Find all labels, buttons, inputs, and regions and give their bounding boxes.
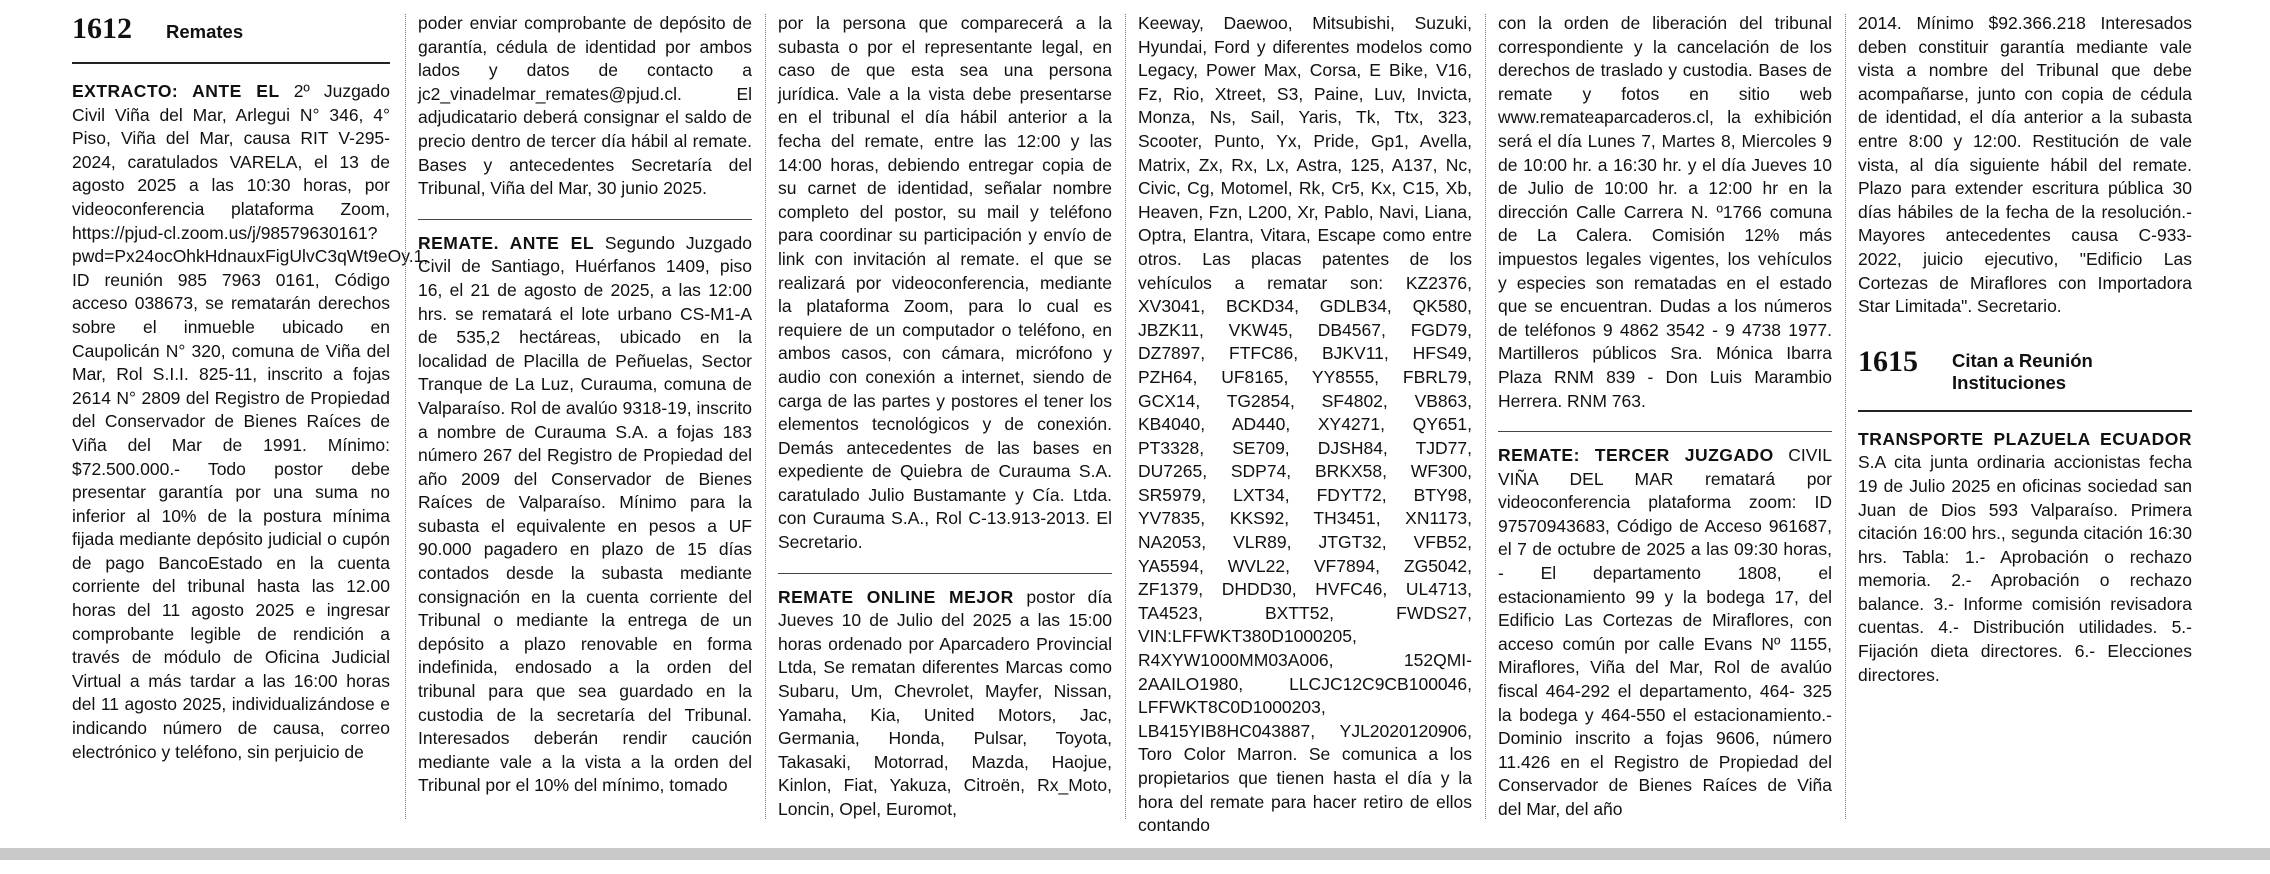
column-2 bbox=[418, 12, 752, 827]
notice-body: postor día Jueves 10 de Julio del 2025 a las 15:00 horas ordenado por Aparcadero Provincial Ltda, Se rematan diferentes Marcas como Subaru, Um, Chevrolet, Mayfer, Nissan, Yamaha, Kia, United Motors, Jac, Germania, Honda, Pulsar, Toyota, Takasaki, Motorrad, Mazda, Haojue, Kinlon, Fiat, Yakuza, Citroën, Rx_Moto, Loncin, Opel, Euromot, bbox=[778, 586, 1112, 819]
section-title-line-1: Citan a Reunión bbox=[1952, 349, 2093, 371]
notice-lead: REMATE ONLINE MEJOR bbox=[778, 586, 1014, 607]
column-divider bbox=[1845, 14, 1846, 819]
notice-extracto-continued: poder enviar comprobante de depósito de garantía, cédula de identidad por ambos lados y datos de contacto a jc2_vinadelmar_remates@pjud.cl. El adjudicatario deberá consignar el saldo de precio dentro de tercer día hábil al remate. Bases y antecedentes Secretaría del Tribunal, Viña del Mar, 30 junio 2025. bbox=[418, 13, 752, 199]
section-number: 1615 bbox=[1858, 344, 1918, 378]
column-divider bbox=[405, 14, 406, 819]
section-title bbox=[1952, 345, 2093, 394]
notice-divider bbox=[1498, 431, 1832, 432]
section-number: 1612 bbox=[72, 12, 132, 45]
notice-tercer-juzgado-continued: 2014. Mínimo $92.366.218 Interesados deben constituir garantía mediante vale vista a nombre del Tribunal que debe acompañarse, junto con copia de cédula de identidad, el día anterior a la subasta entre 8:00 y 12:00. Restitución de vale vista, al día siguiente hábil del remate. Plazo para extender escritura pública 30 días hábiles de la fecha de la resolución.- Mayores antecedentes causa C-933- 2022, juicio ejecutivo, "Edificio Las Cortezas de Miraflores con Importadora Star Limitada". Secretario. bbox=[1858, 13, 2192, 317]
notice-tercer-juzgado bbox=[1498, 444, 1832, 822]
column-1 bbox=[72, 12, 429, 827]
page-bottom-bar bbox=[0, 848, 2270, 860]
section-title: Remates bbox=[166, 21, 244, 42]
section-divider bbox=[72, 62, 390, 64]
notice-body: 2º Juzgado Civil Viña del Mar, Arlegui N° 346, 4° Piso, Viña del Mar, causa RIT V-295-2024, caratulados VARELA, el 13 de agosto 2025 a las 10:30 horas, por videoconferencia plataforma Zoom, https://pjud-cl.zoom.us/j/98579630161?pwd=Px24ocOhkHdnauxFigUlvC3qWt9eOy.1, ID reunión 985 7963 0161, Código acceso 038673, se rematarán derechos sobre el inmueble ubicado en Caupolicán N° 320, comuna de Viña del Mar, Rol S.I.I. 825-11, inscrito a fojas 2614 N° 2809 del Registro de Propiedad del Conservador de Bienes Raíces de Viña del Mar de 1991. Mínimo: $72.500.000.- Todo postor debe presentar garantía por una suma no inferior al 10% de la postura mínima fijada mediante depósito judicial o cupón de pago BancoEstado en la cuenta corriente del tribunal hasta las 12.00 horas del 11 agosto 2025 e ingresar comprobante legible de rendición a través de módulo de Oficina Judicial Virtual a más tardar a las 16:00 horas del 11 agosto 2025, individualizándose e indicando número de causa, correo electrónico y teléfono, sin perjuicio de bbox=[72, 81, 429, 762]
notice-remate-online bbox=[778, 586, 1112, 822]
notice-divider bbox=[778, 573, 1112, 574]
notice-transporte-plazuela bbox=[1858, 428, 2192, 688]
section-header-1615 bbox=[1858, 345, 2192, 402]
notice-remate-segundo-juzgado bbox=[418, 232, 752, 798]
column-6 bbox=[1858, 12, 2192, 827]
column-divider bbox=[765, 14, 766, 819]
notice-remate-online-end: con la orden de liberación del tribunal correspondiente y la cancelación de los derechos de traslado y custodia. Bases de remate y fotos en sitio web www.remateaparcaderos.cl, la exhibición será el día Lunes 7, Martes 8, Miercoles 9 de 10:00 hr. a 16:30 hr. y el día Jueves 10 de Julio de 10:00 hr. a 12:00 hr en la dirección Calle Carrera N. º1766 comuna de La Calera. Comisión 12% más impuestos legales vigentes, los vehículos y especies son rematadas en el estado que se encuentran. Dudas a los números de teléfonos 9 4862 3542 - 9 4738 1977. Martilleros públicos Sra. Mónica Ibarra Plaza RNM 839 - Don Luis Marambio Herrera. RNM 763. bbox=[1498, 13, 1832, 411]
notice-lead: TRANSPORTE PLAZUELA ECUADOR bbox=[1858, 428, 2192, 449]
notice-remate-online-continued: Keeway, Daewoo, Mitsubishi, Suzuki, Hyundai, Ford y diferentes modelos como Legacy, Power Max, Corsa, E Bike, V16, Fz, Rio, Xtreet, S3, Paine, Luv, Invicta, Monza, Ns, Sail, Yaris, Tk, Ttx, 323, Scooter, Punto, Yx, Pride, Gp1, Avella, Matrix, Zx, Rx, Lx, Astra, 125, A137, Nc, Civic, Cg, Motomel, Rk, Cr5, Kx, C15, Xb, Heaven, Fzn, L200, Xr, Pablo, Navi, Liana, Optra, Elantra, Vitara, Escape como entre otros. Las placas patentes de los vehículos a rematar son: KZ2376, XV3041, BCKD34, GDLB34, QK580, JBZK11, VKW45, DB4567, FGD79, DZ7897, FTFC86, BJKV11, HFS49, PZH64, UF8165, YY8555, FBRL79, GCX14, TG2854, SF4802, VB863, KB4040, AD440, XY4271, QY651, PT3328, SE709, DJSH84, TJD77, DU7265, SDP74, BRKX58, WF300, SR5979, LXT34, FDYT72, BTY98, YV7835, KKS92, TH3451, XN1173, NA2053, VLR89, JTGT32, VFB52, YA5594, WVL22, VF7894, ZG5042, ZF1379, DHDD30, HVFC46, UL4713, TA4523, BXTT52, FWDS27, VIN:LFFWKT380D1000205, R4XYW1000MM03A006, 152QMI-2AAILO1980, LLCJC12C9CB100046, LFFWKT8C0D1000203, LB415YIB8HC043887, YJL2020120906, Toro Color Marron. Se comunica a los propietarios que tienen hasta el día y la hora del remate para hacer retiro de ellos contando bbox=[1138, 13, 1472, 836]
notice-body: Segundo Juzgado Civil de Santiago, Huérfanos 1409, piso 16, el 21 de agosto de 2025, a las 12:00 hrs. se rematará el lote urbano CS-M1-A de 535,2 hectáreas, ubicado en la localidad de Placilla de Peñuelas, Sector Tranque de La Luz, Curauma, comuna de Valparaíso. Rol de avalúo 9318-19, inscrito a nombre de Curauma S.A. a fojas 183 número 267 del Registro de Propiedad del año 2009 del Conservador de Bienes Raíces de Valparaíso. Mínimo para la subasta el equivalente en pesos a UF 90.000 pagadero en plazo de 15 días contados desde la subasta mediante consignación en la cuenta corriente del Tribunal o mediante la entrega de un depósito a plazo renovable en forma indefinida, endosado a la orden del tribunal para que sea guardado en la custodia de la secretaría del Tribunal. Interesados deberán rendir caución mediante vale a la vista a la orden del Tribunal por el 10% del mínimo, tomado bbox=[418, 232, 752, 796]
section-divider bbox=[1858, 410, 2192, 412]
notice-lead: EXTRACTO: ANTE EL bbox=[72, 81, 280, 101]
notice-divider bbox=[418, 219, 752, 220]
column-3 bbox=[778, 12, 1112, 827]
notice-body: CIVIL VIÑA DEL MAR rematará por videoconferencia plataforma zoom: ID 97570943683, Código de Acceso 961687, el 7 de octubre de 2025 a las 09:30 horas, - El departamento 1808, el estacionamiento 99 y la bodega 17, del Edificio Las Cortezas de Miraflores, con acceso común por calle Evans Nº 1155, Miraflores, Viña del Mar, Rol de avalúo fiscal 464-292 el departamento, 464- 325 la bodega y 464-550 el estacionamiento.- Dominio inscrito a fojas 9606, número 11.426 en el Registro de Propiedad del Conservador de Bienes Raíces de Viña del Mar, del año bbox=[1498, 445, 1832, 819]
column-5 bbox=[1498, 12, 1832, 827]
notice-body: S.A cita junta ordinaria accionistas fecha 19 de Julio 2025 en oficinas sociedad san Juan de Dios 593 Valparaíso. Primera citación 16:00 hrs., segunda citación 16:30 hrs. Tabla: 1.- Aprobación o rechazo memoria. 2.- Aprobación o rechazo balance. 3.- Informe comisión revisadora cuentas. 4.- Distribución utilidades. 5.- Fijación dieta directores. 6.- Elecciones directores. bbox=[1858, 452, 2192, 685]
section-header-1612 bbox=[72, 12, 390, 54]
column-divider bbox=[1485, 14, 1486, 819]
notice-extracto bbox=[72, 80, 429, 764]
column-divider bbox=[1125, 14, 1126, 819]
column-4 bbox=[1138, 12, 1472, 836]
section-title-line-2: Instituciones bbox=[1952, 371, 2067, 393]
notice-lead: REMATE: TERCER JUZGADO bbox=[1498, 445, 1774, 466]
notice-remate-segundo-juzgado-continued: por la persona que comparecerá a la subasta o por el representante legal, en caso de que esta sea una persona jurídica. Vale a la vista debe presentarse en el tribunal el día hábil anterior a la fecha del remate, entre las 12:00 y las 14:00 horas, debiendo entregar copia de su carnet de identidad, señalar nombre completo del postor, su mail y teléfono para coordinar su participación y envío de link con invitación al remate. el que se realizará por videoconferencia, mediante la plataforma Zoom, para lo cual es requiere de un computador o teléfono, en ambos casos, con cámara, micrófono y audio con conexión a internet, siendo de carga de las partes y postores el tener los elementos tecnológicos y de conexión. Demás antecedentes de las bases en expediente de Quiebra de Curauma S.A. caratulado Julio Bustamante y Cía. Ltda. con Curauma S.A., Rol C-13.913-2013. El Secretario. bbox=[778, 13, 1112, 553]
notice-lead: REMATE. ANTE EL bbox=[418, 232, 595, 253]
